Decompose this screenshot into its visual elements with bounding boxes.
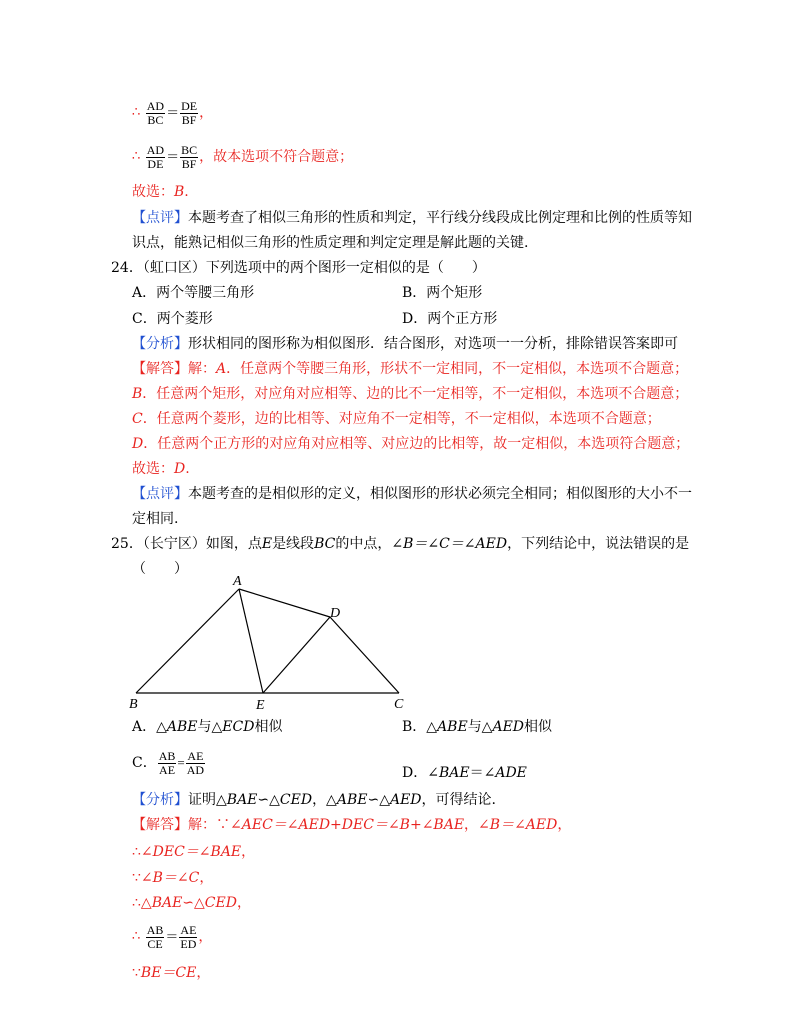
- answer-line-6: ∵BE＝CE，: [132, 965, 211, 981]
- question-24-stem: 24．（虹口区）下列选项中的两个图形一定相似的是（ ）: [111, 260, 486, 276]
- answer-line-b: B．任意两个矩形，对应角对应相等、边的比不一定相等，不一定相似，本选项不合题意；: [132, 386, 689, 402]
- answer-line-1: 【解答】解：∵∠AEC＝∠AED+DEC＝∠B+∠BAE，∠B＝∠AED，: [132, 817, 572, 833]
- answer-line-4: ∴△BAE∽△CED，: [132, 895, 251, 911]
- answer-line-d: D．任意两个正方形的对应角对应相等、对应边的比相等，故一定相似，本选项符合题意；: [132, 436, 690, 452]
- option-b: B．△ABE与△AED相似: [402, 719, 553, 735]
- comment-line: 【点评】本题考查了相似三角形的性质和判定，平行线分线段成比例定理和比例的性质等知: [132, 210, 692, 226]
- point-label-b: B: [129, 697, 138, 712]
- point-label-d: D: [330, 606, 341, 621]
- proportion-line-3: ∴ $\frac{AB}{CE}$ ＝ $\frac{AE}{ED}$ ，: [132, 922, 213, 951]
- segment-de: [263, 617, 330, 693]
- point-label-a: A: [233, 574, 242, 589]
- comment-line-cont: 识点，能熟记相似三角形的性质定理和判定定理是解此题的关键.: [132, 235, 529, 251]
- geometry-figure: [120, 572, 420, 722]
- segment-ad: [239, 589, 330, 617]
- question-25-paren: （ ）: [132, 561, 188, 577]
- answer-line-a: 【解答】解：A．任意两个等腰三角形，形状不一定相同，不一定相似，本选项不合题意；: [132, 361, 689, 377]
- comment-line: 【点评】本题考查的是相似形的定义，相似图形的形状必须完全相同；相似图形的大小不一: [132, 486, 692, 502]
- answer-line-3: ∵∠B＝∠C，: [132, 870, 214, 886]
- fraction: $\frac{AE}{AD}$: [186, 748, 205, 777]
- therefore-symbol: ∴: [132, 149, 141, 164]
- option-b: B．两个矩形: [402, 285, 483, 301]
- analysis-line: 【分析】证明△BAE∽△CED，△ABE∽△AED，可得结论.: [132, 792, 496, 808]
- proportion-line-2: ∴ $\frac{AD}{DE}$ ＝ $\frac{BC}{BF}$ ，故本选项不符合题意；: [132, 142, 354, 171]
- fraction: $\frac{AB}{AE}$: [158, 748, 176, 777]
- analysis-line: 【分析】形状相同的图形称为相似图形．结合图形，对选项一一分析，排除错误答案即可: [132, 336, 678, 352]
- segment-dc: [330, 617, 399, 693]
- fraction: $\frac{AE}{ED}$: [180, 922, 197, 951]
- fraction: $\frac{BC}{BF}$: [181, 142, 198, 171]
- fraction: $\frac{AD}{DE}$: [146, 142, 165, 171]
- option-c: C．两个菱形: [132, 311, 213, 327]
- option-a: A．△ABE与△ECD相似: [132, 719, 283, 735]
- fraction: $\frac{AD}{BC}$: [146, 98, 165, 127]
- fraction: $\frac{AB}{CE}$: [146, 922, 164, 951]
- option-d: D．∠BAE＝∠ADE: [402, 765, 527, 781]
- question-25-stem: 25．（长宁区）如图，点E是线段BC的中点，∠B＝∠C＝∠AED，下列结论中，说法错误的是: [111, 536, 690, 552]
- comment-tag: 【点评】: [132, 486, 188, 502]
- analysis-tag: 【分析】: [132, 792, 188, 808]
- option-a: A．两个等腰三角形: [132, 285, 255, 301]
- answer-line-c: C．任意两个菱形，边的比相等、对应角不一定相等，不一定相似，本选项不合题意；: [132, 411, 661, 427]
- option-d: D．两个正方形: [402, 311, 498, 327]
- choose-answer-line: 故选：B.: [132, 184, 189, 200]
- segment-ab: [136, 589, 239, 693]
- choose-answer-line: 故选：D.: [132, 461, 190, 477]
- option-c: C． $\frac{AB}{AE}$ = $\frac{AE}{AD}$: [132, 748, 205, 777]
- comment-line-cont: 定相同.: [132, 511, 179, 527]
- segment-ae: [239, 589, 263, 693]
- therefore-symbol: ∴: [132, 105, 141, 120]
- comment-tag: 【点评】: [132, 210, 188, 226]
- analysis-tag: 【分析】: [132, 336, 188, 352]
- proportion-line-1: ∴ $\frac{AD}{BC}$ ＝ $\frac{DE}{BF}$ ，: [132, 98, 214, 127]
- point-label-e: E: [256, 698, 265, 713]
- answer-line-2: ∴∠DEC＝∠BAE，: [132, 844, 256, 860]
- point-label-c: C: [394, 697, 404, 712]
- answer-tag: 【解答】: [132, 817, 188, 833]
- fraction: $\frac{DE}{BF}$: [181, 98, 198, 127]
- therefore-symbol: ∴: [132, 929, 141, 944]
- answer-tag: 【解答】: [132, 361, 188, 377]
